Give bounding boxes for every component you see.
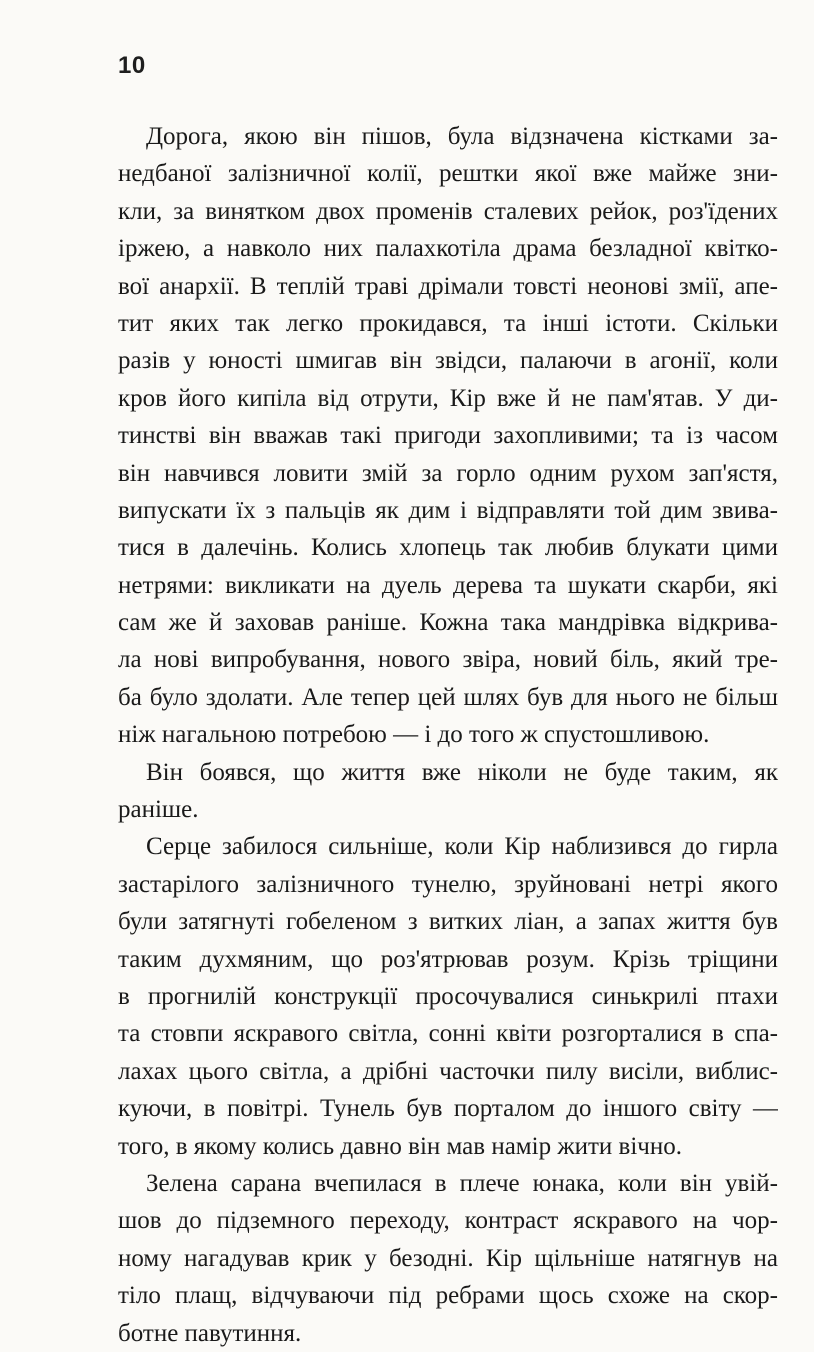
text-line: Дорога, якою він пішов, була відзначена кістками за- bbox=[146, 123, 778, 150]
text-line: раніше. bbox=[118, 796, 199, 824]
text-line: в прогнилій конструкції просочувалися синькрилі птахи bbox=[118, 982, 778, 1010]
text-line: були затягнуті гобеленом з витких ліан, а запах життя був bbox=[118, 908, 778, 936]
text-line: кли, за винятком двох променів сталевих рейок, роз'їдених bbox=[118, 197, 778, 225]
text-line: тіло плащ, відчуваючи під ребрами щось схоже на скор- bbox=[118, 1282, 778, 1310]
text-line: куючи, в повітрі. Тунель був порталом до іншого світу — bbox=[118, 1095, 778, 1123]
text-line: Зелена сарана вчепилася в плече юнака, коли він увій- bbox=[146, 1169, 778, 1197]
text-line: сам же й заховав раніше. Кожна така мандрівка відкрива- bbox=[118, 609, 778, 637]
page-number: 10 bbox=[118, 52, 146, 79]
text-line: разів у юності шмигав він звідси, палаючи в агонії, коли bbox=[118, 347, 778, 375]
text-line: вої анархії. В теплій траві дрімали товсті неонові змії, апе- bbox=[118, 272, 778, 300]
text-line: застарілого залізничного тунелю, зруйновані нетрі якого bbox=[118, 870, 778, 898]
text-line: ному нагадував крик у безодні. Кір щільніше натягнув на bbox=[118, 1244, 778, 1272]
text-line: він навчився ловити змій за горло одним рухом зап'ястя, bbox=[118, 459, 778, 487]
text-line: таким духмяним, що роз'ятрював розум. Крізь тріщини bbox=[118, 945, 778, 973]
text-line: ба було здолати. Але тепер цей шлях був для нього не більш bbox=[118, 683, 778, 711]
text-line: нетрями: викликати на дуель дерева та шукати скарби, які bbox=[118, 571, 778, 599]
text-line: Серце забилося сильніше, коли Кір наблизився до гирла bbox=[146, 833, 778, 861]
text-line: ніж нагальною потребою — і до того ж спустошливою. bbox=[118, 721, 710, 749]
text-line: випускати їх з пальців як дим і відправляти той дим звива- bbox=[118, 496, 778, 524]
body-text bbox=[118, 118, 778, 1352]
text-line: ботне павутиння. bbox=[118, 1319, 302, 1347]
text-line: та стовпи яскравого світла, сонні квіти розгорталися в спа- bbox=[118, 1020, 778, 1048]
text-line: недбаної залізничної колії, рештки якої вже майже зни- bbox=[118, 160, 778, 188]
text-line: шов до підземного переходу, контраст яскравого на чор- bbox=[118, 1207, 778, 1235]
text-line: тит яких так легко прокидався, та інші істоти. Скільки bbox=[118, 309, 778, 337]
text-line: тися в далечінь. Колись хлопець так любив блукати цими bbox=[118, 534, 778, 562]
text-line: того, в якому колись давно він мав намір жити вічно. bbox=[118, 1132, 682, 1160]
text-line: Він боявся, що життя вже ніколи не буде таким, як bbox=[146, 758, 778, 786]
text-line: лахах цього світла, а дрібні часточки пилу висіли, виблис- bbox=[118, 1057, 778, 1085]
text-line: ла нові випробування, нового звіра, новий біль, який тре- bbox=[118, 646, 778, 674]
text-line: іржею, а навколо них палахкотіла драма безладної квітко- bbox=[118, 235, 778, 263]
text-line: кров його кипіла від отрути, Кір вже й не пам'ятав. У ди- bbox=[118, 384, 778, 412]
text-line: тинстві він вважав такі пригоди захопливими; та із часом bbox=[118, 422, 778, 450]
